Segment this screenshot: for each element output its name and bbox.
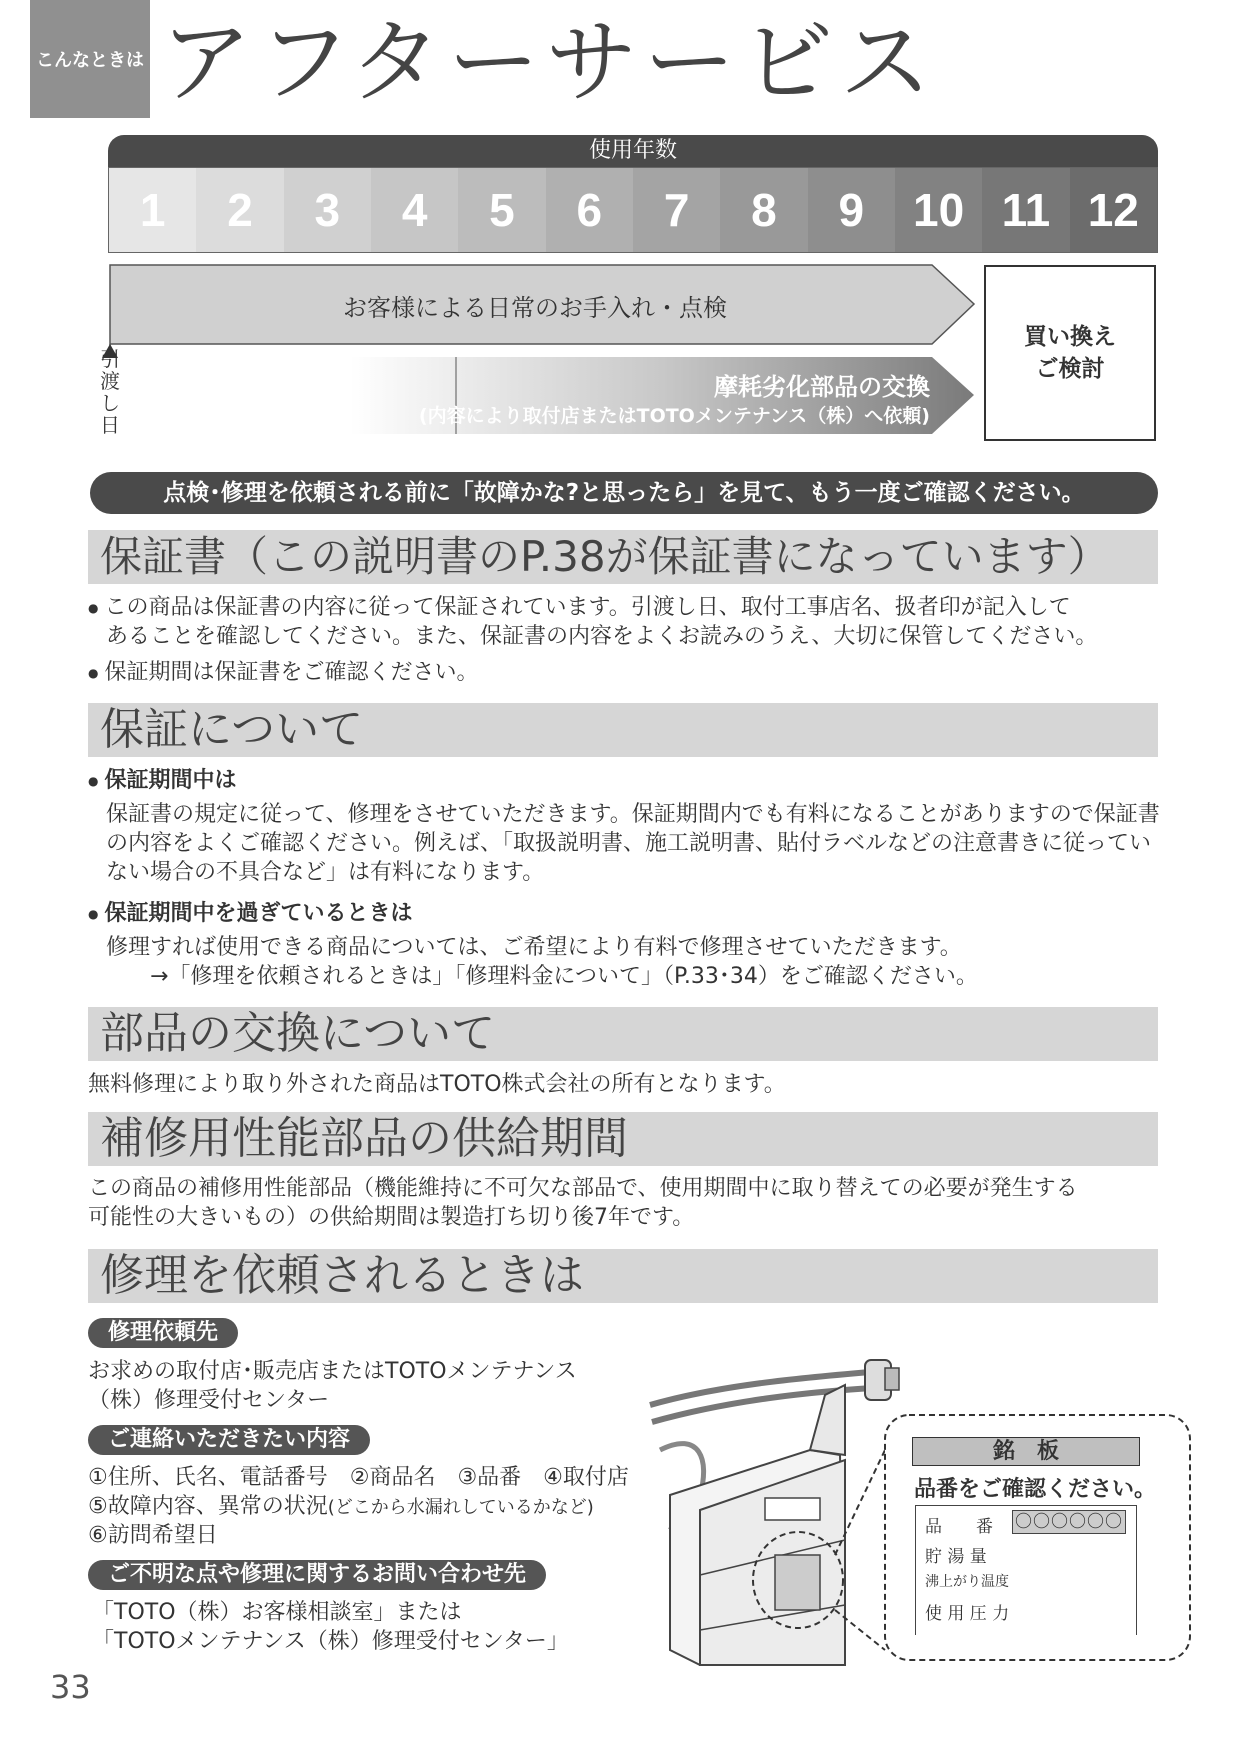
replace-box xyxy=(984,265,1156,441)
year-cell: 7 xyxy=(633,168,720,252)
replace-label: 買い換え xyxy=(1024,324,1116,350)
warranty-subheading: ● 保証期間中は xyxy=(88,766,237,796)
contact-info-item-main: ⑤故障内容、異常の状況 xyxy=(88,1494,328,1519)
year-cell: 3 xyxy=(284,168,371,252)
repair-fee-reference[interactable]: →「修理を依頼されるときは」「修理料金について」（P.33･34）をご確認ください。 xyxy=(150,964,978,989)
repair-destination-pill: 修理依頼先 xyxy=(88,1318,238,1348)
year-cell: 6 xyxy=(546,168,633,252)
inquiry-text: 「TOTO（株）お客様相談室」または xyxy=(92,1600,462,1625)
replace-label: ご検討 xyxy=(1035,356,1105,382)
nameplate-label: 沸上がり温度 xyxy=(925,1574,1009,1590)
contact-info-item: ⑥訪問希望日 xyxy=(88,1523,218,1548)
nameplate-label: 貯 湯 量 xyxy=(925,1547,987,1567)
inquiry-pill: ご不明な点や修理に関するお問い合わせ先 xyxy=(88,1560,546,1590)
nameplate-label: 品 番 xyxy=(925,1517,993,1537)
inquiry-text: 「TOTOメンテナンス（株）修理受付センター」 xyxy=(92,1629,569,1654)
repair-destination-text: （株）修理受付センター xyxy=(88,1388,330,1413)
year-cell: 4 xyxy=(371,168,458,252)
warranty-subheading: ● 保証期間中を過ぎているときは xyxy=(88,899,413,929)
section-heading-supply: 補修用性能部品の供給期間 xyxy=(88,1112,1158,1166)
year-cell: 11 xyxy=(982,168,1069,252)
parts-text: 無料修理により取り外された商品はTOTO株式会社の所有となります。 xyxy=(88,1072,786,1097)
section-heading-warranty-card: 保証書（この説明書のP.38が保証書になっています） xyxy=(88,530,1158,584)
maintenance-label: お客様による日常のお手入れ・点検 xyxy=(343,294,727,322)
page-title: アフターサービス xyxy=(160,9,938,116)
warranty-text: ない場合の不具合など」は有料になります。 xyxy=(106,860,545,885)
warranty-text: 修理すれば使用できる商品については、ご希望により有料で修理させていただきます。 xyxy=(106,935,962,960)
years-header: 使用年数 xyxy=(108,135,1158,167)
warranty-text: 保証書の規定に従って、修理をさせていただきます。保証期間内でも有料になることがありますので保証書 xyxy=(106,802,1160,827)
year-cell: 8 xyxy=(720,168,807,252)
nameplate-title: 銘 板 xyxy=(912,1437,1140,1466)
handover-label: 引渡し日 xyxy=(100,347,120,437)
supply-text: この商品の補修用性能部品（機能維持に不可欠な部品で、使用期間中に取り替えての必要が発生する xyxy=(88,1176,1078,1201)
nameplate-location xyxy=(775,1555,820,1610)
wear-title: 摩耗劣化部品の交換 xyxy=(714,373,930,401)
section-tag: こんなときは xyxy=(30,0,150,118)
check-notice: 点検･修理を依頼される前に「故障かな?と思ったら」を見て、もう一度ご確認ください。 xyxy=(90,472,1158,514)
warranty-text: の内容をよくご確認ください。例えば、「取扱説明書、施工説明書、貼付ラベルなどの注意書きに従ってい xyxy=(106,831,1152,856)
contact-info-item-note: (どこから水漏れしているかなど) xyxy=(327,1497,594,1518)
year-cell: 5 xyxy=(458,168,545,252)
section-heading-repair: 修理を依頼されるときは xyxy=(88,1249,1158,1303)
year-cell: 12 xyxy=(1070,168,1157,252)
contact-info-item: ①住所、氏名、電話番号 ②商品名 ③品番 ④取付店 xyxy=(88,1465,629,1490)
year-cell: 1 xyxy=(109,168,196,252)
pipe-connector xyxy=(885,1368,899,1390)
nameplate-label: 使 用 圧 力 xyxy=(925,1604,1010,1624)
year-cell: 2 xyxy=(196,168,283,252)
nameplate-instruction: 品番をご確認ください。 xyxy=(914,1477,1157,1502)
years-row xyxy=(108,167,1158,253)
wear-subtitle: (内容により取付店またはTOTOメンテナンス（株）へ依頼) xyxy=(418,405,930,427)
year-cell: 10 xyxy=(895,168,982,252)
model-number-field: 〇〇〇〇〇〇 xyxy=(1012,1510,1126,1534)
supply-text: 可能性の大きいもの）の供給期間は製造打ち切り後7年です。 xyxy=(88,1205,695,1230)
section-heading-parts: 部品の交換について xyxy=(88,1007,1158,1061)
section-heading-warranty: 保証について xyxy=(88,703,1158,757)
warranty-card-text: あることを確認してください。また、保証書の内容をよくお読みのうえ、大切に保管してください。 xyxy=(106,624,1098,649)
warranty-card-text: ● この商品は保証書の内容に従って保証されています。引渡し日、取付工事店名、扱者印が記入して xyxy=(88,593,1168,623)
contact-info-pill: ご連絡いただきたい内容 xyxy=(88,1425,370,1455)
repair-destination-text: お求めの取付店･販売店またはTOTOメンテナンス xyxy=(88,1359,577,1384)
year-cell: 9 xyxy=(808,168,895,252)
warranty-period-text: ● 保証期間は保証書をご確認ください。 xyxy=(88,658,1168,688)
control-panel xyxy=(765,1498,820,1520)
contact-info-item xyxy=(88,1492,668,1522)
page-number: 33 xyxy=(50,1668,91,1706)
